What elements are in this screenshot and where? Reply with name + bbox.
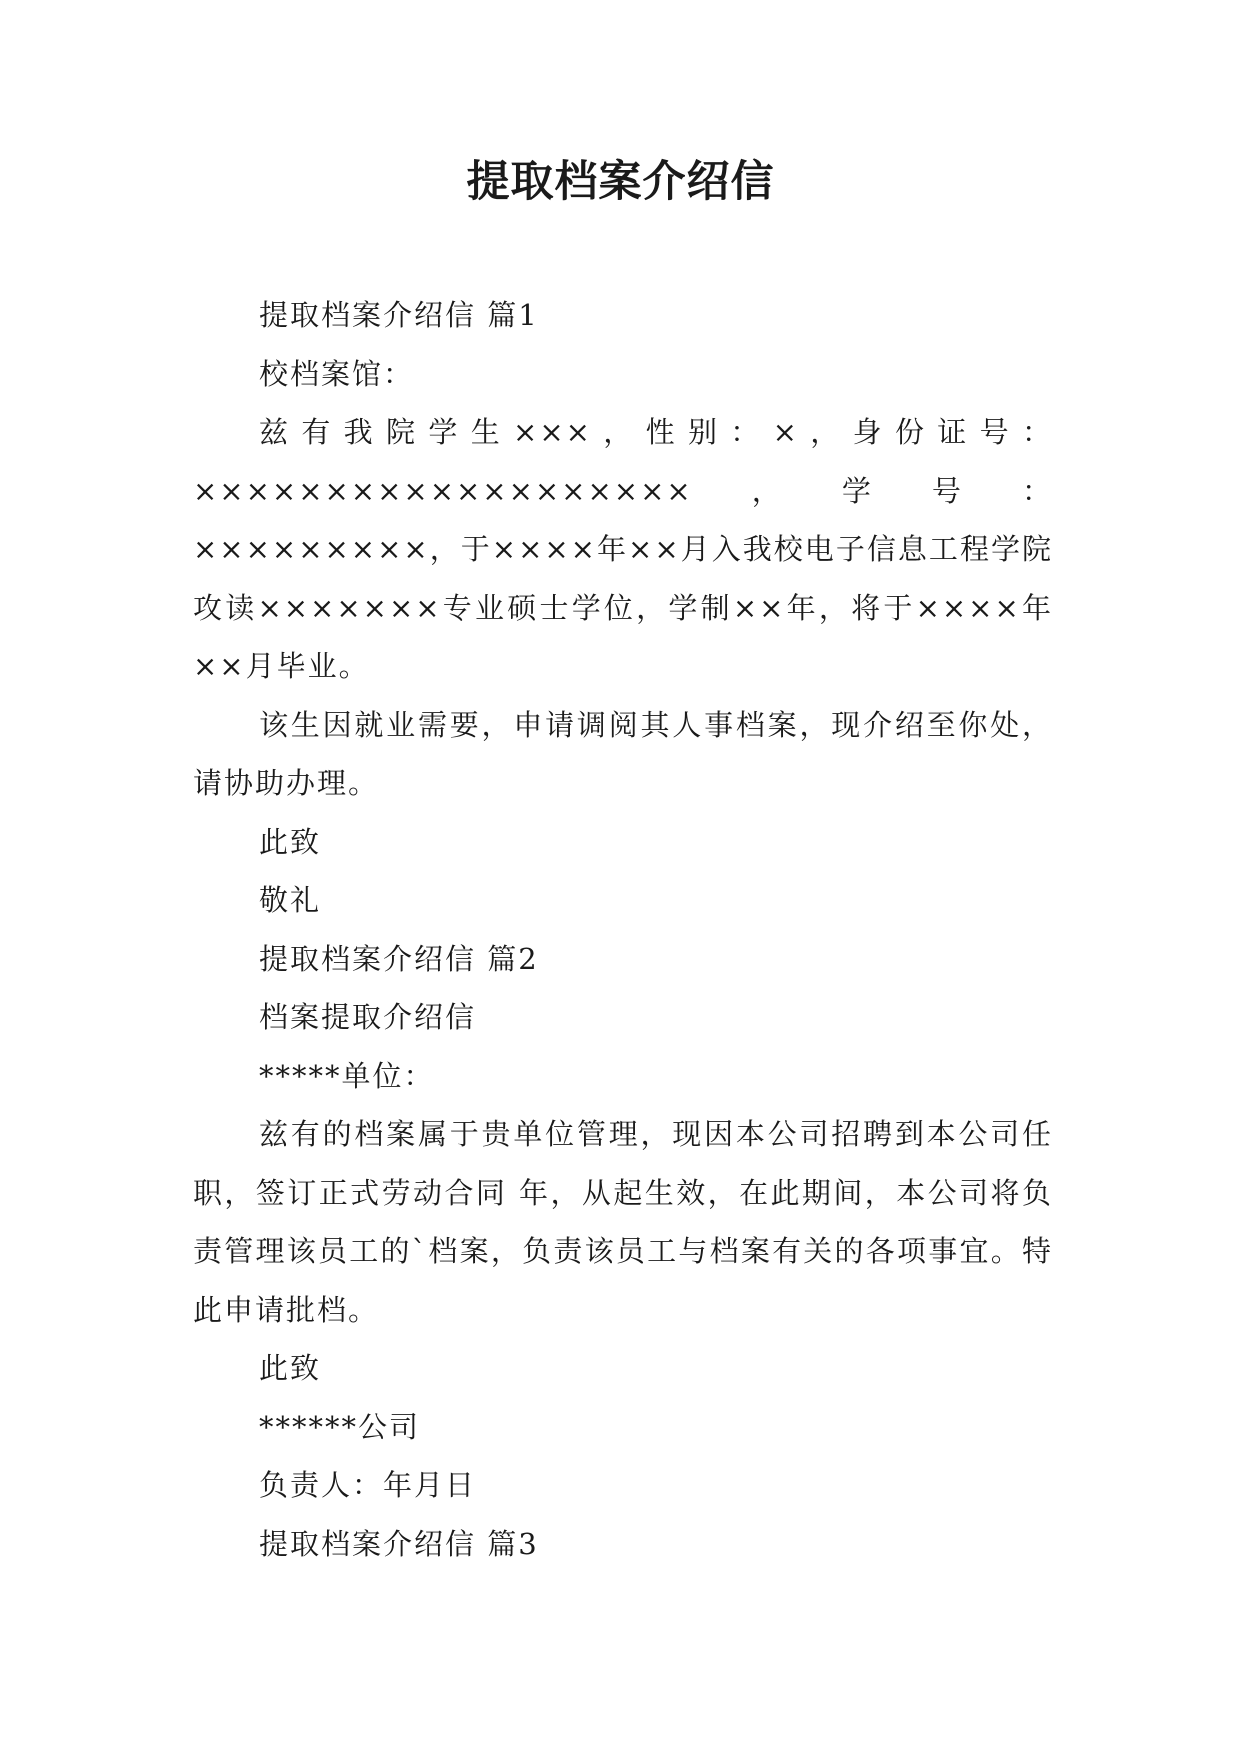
closing-jingli: 敬礼 — [259, 883, 322, 917]
signature-company: ******公司 — [259, 1409, 421, 1444]
section-heading-1: 提取档案介绍信 篇1 — [259, 298, 539, 332]
letter-subtitle: 档案提取介绍信 — [259, 1000, 477, 1034]
salutation-unit: *****单位： — [259, 1058, 435, 1093]
salutation-archive-office: 校档案馆： — [259, 356, 415, 391]
closing-cizhi-1: 此致 — [259, 824, 322, 859]
document-title: 提取档案介绍信 — [466, 157, 775, 207]
document-body — [193, 286, 1053, 1573]
section-heading-2: 提取档案介绍信 篇2 — [259, 941, 539, 976]
paragraph-request: 该生因就业需要，申请调阅其人事档案，现介绍至你处，请协助办理。 — [193, 707, 1053, 800]
paragraph-employment: 兹有的档案属于贵单位管理，现因本公司招聘到本公司任职，签订正式劳动合同 年，从起生效，在此期间，本公司将负责管理该员工的`档案，负责该员工与档案有关的各项事宜。特此申请批档。 — [193, 1117, 1053, 1327]
closing-cizhi-2: 此致 — [259, 1351, 322, 1385]
paragraph-student-info: 兹有我院学生×××，性别：×，身份证号：×××××××××××××××××××，学号：×××××××××，于××××年××月入我校电子信息工程学院攻读×××××××专业硕士学位，学制××年，将于××××年××月毕业。 — [193, 415, 1053, 683]
section-heading-3: 提取档案介绍信 篇3 — [259, 1526, 539, 1561]
signature-responsible-date: 负责人：年月日 — [259, 1468, 477, 1502]
